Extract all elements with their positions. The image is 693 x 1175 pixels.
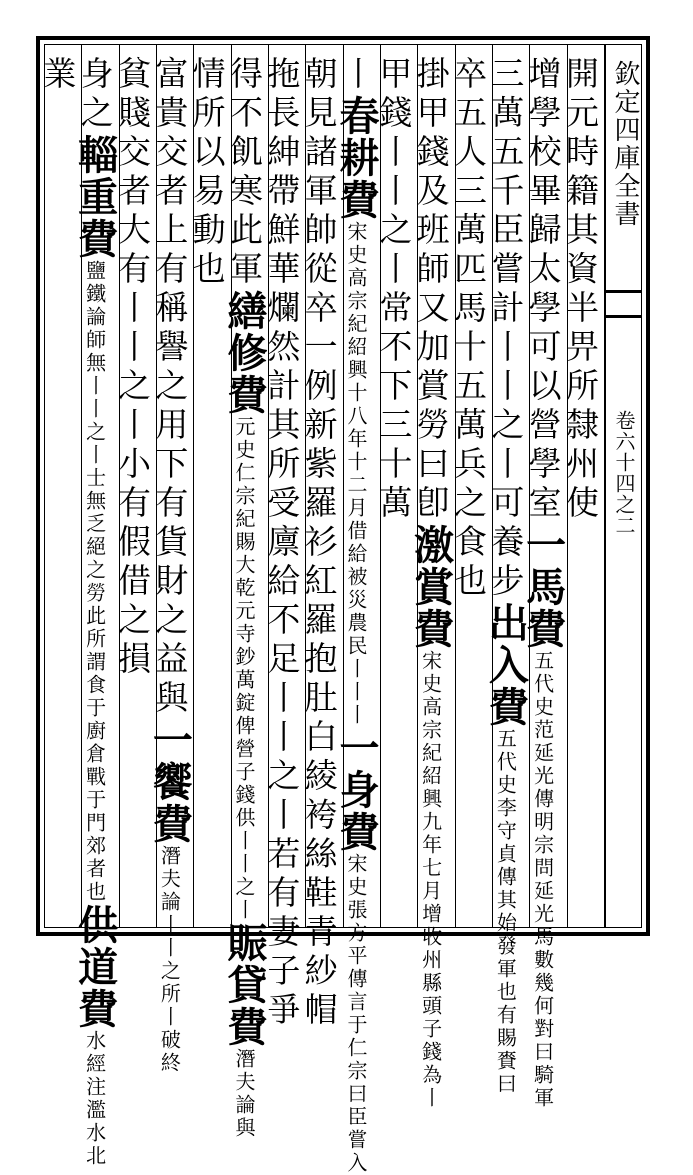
entry-heading: 一馬費 <box>519 524 567 650</box>
text-column <box>71 56 119 1168</box>
body-text: 掛甲錢及班師又加賞勞曰卽 <box>411 56 451 524</box>
text-column <box>560 56 602 524</box>
entry-heading: 激賞費 <box>407 524 455 650</box>
text-column <box>482 56 530 1096</box>
book-title: 欽定四庫全書 <box>610 60 640 228</box>
text-column <box>332 56 380 1175</box>
text-column <box>374 56 415 524</box>
body-text: 朝見諸軍帥從卒一例新紫羅衫紅羅抱肚白綾袴絲鞋青紗帽 <box>299 56 339 1031</box>
body-text: 開元時籍其資半畀所隸州使 <box>560 56 600 524</box>
text-column <box>38 56 79 95</box>
body-text: 卒五人三萬匹馬十五萬兵之食也 <box>448 56 488 602</box>
fishtail-mark <box>604 290 642 318</box>
text-column <box>112 56 154 680</box>
body-text: 甲錢丨丨之丨常不下三十萬 <box>374 56 414 524</box>
body-text: 拖長紳帶鮮華爛然計其所受廪給不足丨丨之丨若有妻子爭 <box>262 56 302 1031</box>
annotation-text: 宋史高宗紀紹興九年七月增收州縣頭子錢為丨 <box>418 650 443 1110</box>
entry-heading: 出入費 <box>482 602 530 728</box>
body-text: 三萬五千臣嘗計丨丨之丨可養步 <box>486 56 526 602</box>
entry-heading: 賑貸費 <box>220 922 268 1048</box>
entry-heading: 繕修費 <box>220 290 268 416</box>
annotation-text: 鹽鐵論師無丨丨之丨士無乏絕之勞此所謂食于廚倉戰于門郊者也 <box>82 260 107 904</box>
entry-heading: 春耕費 <box>332 95 380 221</box>
annotation-text: 五代史范延光傳明宗問延光馬數幾何對曰騎軍 <box>530 650 555 1110</box>
text-column <box>407 56 455 1110</box>
text-column <box>519 56 567 1110</box>
body-text: 丨 <box>336 56 376 95</box>
text-column <box>262 56 303 1031</box>
annotation-text: 宋史高宗紀紹興十八年十二月借給被災農民丨丨丨 <box>343 221 368 727</box>
annotation-text: 宋史張方平傳言于仁宗曰臣嘗入 <box>343 853 368 1175</box>
annotation-text: 元史仁宗紀賜大乾元寺鈔萬錠俾營子錢供丨丨之丨 <box>231 416 256 922</box>
annotation-text: 潛夫論丨丨之所丨破終 <box>157 845 182 1075</box>
entry-heading: 一身費 <box>332 727 380 853</box>
column-rule <box>44 44 45 928</box>
entry-heading: 一饗費 <box>146 719 194 845</box>
annotation-text: 潛夫論與 <box>231 1048 256 1140</box>
body-text: 身之 <box>75 56 115 134</box>
entry-heading: 供道費 <box>71 904 119 1030</box>
body-text: 業 <box>38 56 78 95</box>
text-column <box>146 56 194 1075</box>
body-text: 貧賤交者大有丨丨之丨小有假借之損 <box>112 56 152 680</box>
text-column <box>299 56 340 1031</box>
body-text: 得不飢寒此軍 <box>224 56 264 290</box>
text-column <box>448 56 490 602</box>
annotation-text: 五代史李守貞傳其始發軍也有賜賚曰 <box>493 728 518 1096</box>
text-column <box>220 56 268 1140</box>
body-text: 富貴交者上有稱譽之用下有貨財之益與 <box>150 56 190 719</box>
text-column <box>187 56 228 290</box>
body-text: 增學校畢歸太學可以營學室 <box>523 56 563 524</box>
entry-heading: 輜重費 <box>71 134 119 260</box>
volume-label: 卷六十四之二 <box>612 410 636 536</box>
annotation-text: 水經注濫水北 <box>82 1030 107 1168</box>
body-text: 情所以易動也 <box>187 56 227 290</box>
